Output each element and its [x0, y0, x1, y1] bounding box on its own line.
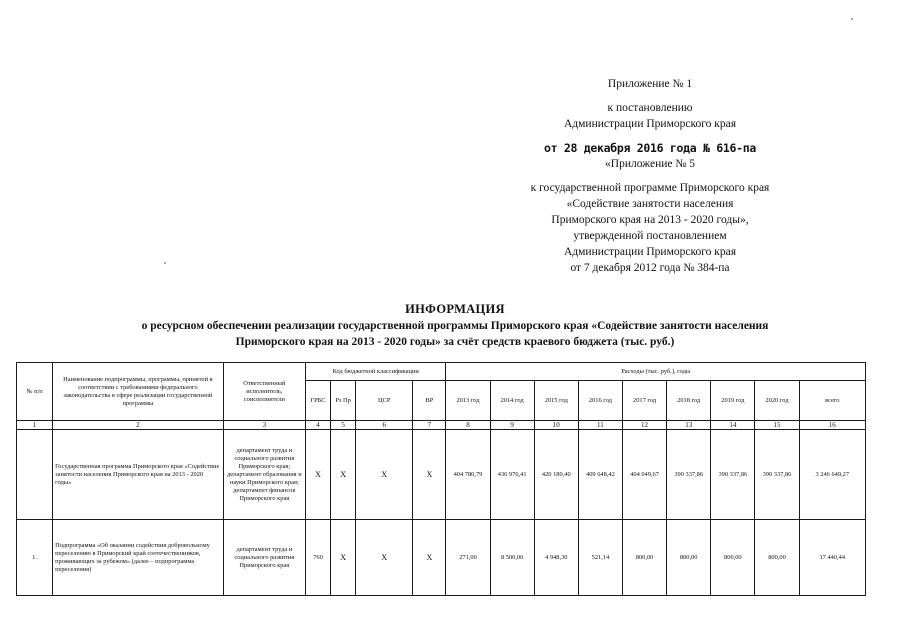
- row-value-2017: 404 049,67: [622, 430, 666, 520]
- header-expenses: Расходы (тыс. руб.), годы: [446, 363, 866, 381]
- row-value-2018: 390 337,86: [667, 430, 711, 520]
- row-value-2019: 390 337,86: [711, 430, 755, 520]
- row-value-2016: 409 648,42: [578, 430, 622, 520]
- header-year-2015: 2015 год: [534, 381, 578, 421]
- row-value-2016: 521,14: [578, 520, 622, 596]
- appendix-label: Приложение № 1: [607, 78, 693, 90]
- column-number: 9: [490, 421, 534, 430]
- program-line-3: Приморского края на 2013 - 2020 годы»,: [551, 214, 749, 226]
- row-value-2019: 800,00: [711, 520, 755, 596]
- table-row-subprogram: [17, 520, 866, 596]
- row-value-total: 3 246 649,27: [799, 430, 865, 520]
- row-grbs: X: [305, 430, 330, 520]
- column-number: 2: [53, 421, 224, 430]
- row-value-2018: 800,00: [667, 520, 711, 596]
- header-csr: ЦСР: [356, 381, 413, 421]
- header-name: Наименование подпрограммы, программы, принятой в соответствии с требованиями федерального законодательства в сфере реализации государственной программы: [53, 363, 224, 421]
- row-value-2020: 390 337,86: [755, 430, 799, 520]
- row-rzpr: X: [331, 430, 356, 520]
- document-subtitle-line-1: о ресурсном обеспечении реализации государственной программы Приморского края «Содействие занятости населения: [141, 320, 769, 332]
- appendix-header: [470, 76, 830, 276]
- column-number: 10: [534, 421, 578, 430]
- column-number-row: [17, 421, 866, 430]
- resolution-line-1: к постановлению: [607, 102, 693, 114]
- header-row-1: [17, 363, 866, 381]
- column-number: 16: [799, 421, 865, 430]
- column-number: 3: [223, 421, 305, 430]
- row-value-total: 17 440,44: [799, 520, 865, 596]
- row-number: [17, 430, 53, 520]
- resource-table: [16, 362, 866, 596]
- column-number: 15: [755, 421, 799, 430]
- header-year-2016: 2016 год: [578, 381, 622, 421]
- row-value-2014: 436 976,41: [490, 430, 534, 520]
- header-num: № п/п: [17, 363, 53, 421]
- scan-speck: [851, 18, 853, 20]
- row-vr: X: [413, 430, 446, 520]
- column-number: 8: [446, 421, 490, 430]
- row-csr: X: [356, 520, 413, 596]
- scan-speck: [164, 262, 166, 264]
- header-year-2018: 2018 год: [667, 381, 711, 421]
- program-line-4: утвержденной постановлением: [573, 230, 727, 242]
- column-number: 7: [413, 421, 446, 430]
- header-year-2014: 2014 год: [490, 381, 534, 421]
- column-number: 1: [17, 421, 53, 430]
- header-total: всего: [799, 381, 865, 421]
- header-year-2019: 2019 год: [711, 381, 755, 421]
- header-budget-code: Код бюджетной классификации: [305, 363, 445, 381]
- header-year-2020: 2020 год: [755, 381, 799, 421]
- row-grbs: 760: [305, 520, 330, 596]
- resolution-line-2: Администрации Приморского края: [564, 118, 736, 130]
- row-name: Подпрограмма «Об оказании содействия добровольному переселению в Приморский край соотечественников, проживающих за рубежом» (далее – подпрограмма переселения): [53, 520, 224, 596]
- header-executor: Ответственный исполнитель, соисполнители: [223, 363, 305, 421]
- row-name: Государственная программа Приморского края «Содействие занятости населения Приморского края на 2013 - 2020 годы»: [53, 430, 224, 520]
- row-value-2015: 420 180,40: [534, 430, 578, 520]
- program-line-5: Администрации Приморского края: [564, 246, 736, 258]
- row-value-2015: 4 948,30: [534, 520, 578, 596]
- column-number: 11: [578, 421, 622, 430]
- document-subtitle: [40, 318, 870, 350]
- row-vr: X: [413, 520, 446, 596]
- row-value-2020: 800,00: [755, 520, 799, 596]
- column-number: 13: [667, 421, 711, 430]
- document-title: ИНФОРМАЦИЯ: [405, 302, 505, 316]
- header-vr: ВР: [413, 381, 446, 421]
- row-executor: департамент труда и социального развития Приморского края; департамент образования и науки Приморского края; департамент финансов Приморского края: [223, 430, 305, 520]
- row-rzpr: X: [331, 520, 356, 596]
- column-number: 5: [331, 421, 356, 430]
- header-rzpr: Рз Пр: [331, 381, 356, 421]
- sub-appendix-label: «Приложение № 5: [605, 158, 695, 170]
- document-subtitle-line-2: Приморского края на 2013 - 2020 годы» за счёт средств краевого бюджета (тыс. руб.): [235, 336, 675, 348]
- column-number: 12: [622, 421, 666, 430]
- column-number: 14: [711, 421, 755, 430]
- table-row-program: [17, 430, 866, 520]
- row-csr: X: [356, 430, 413, 520]
- column-number: 6: [356, 421, 413, 430]
- program-line-6: от 7 декабря 2012 года № 384-па: [570, 262, 730, 274]
- row-executor: департамент труда и социального развития Приморского края: [223, 520, 305, 596]
- program-line-1: к государственной программе Приморского края: [530, 182, 770, 194]
- row-value-2017: 800,00: [622, 520, 666, 596]
- header-year-2017: 2017 год: [622, 381, 666, 421]
- column-number: 4: [305, 421, 330, 430]
- program-line-2: «Содействие занятости населения: [566, 198, 734, 210]
- header-year-2013: 2013 год: [446, 381, 490, 421]
- row-number: 1.: [17, 520, 53, 596]
- row-value-2013: 271,00: [446, 520, 490, 596]
- header-grbs: ГРБС: [305, 381, 330, 421]
- row-value-2014: 8 500,00: [490, 520, 534, 596]
- decree-stamp: от 28 декабря 2016 года № 616-па: [544, 141, 756, 155]
- row-value-2013: 404 780,79: [446, 430, 490, 520]
